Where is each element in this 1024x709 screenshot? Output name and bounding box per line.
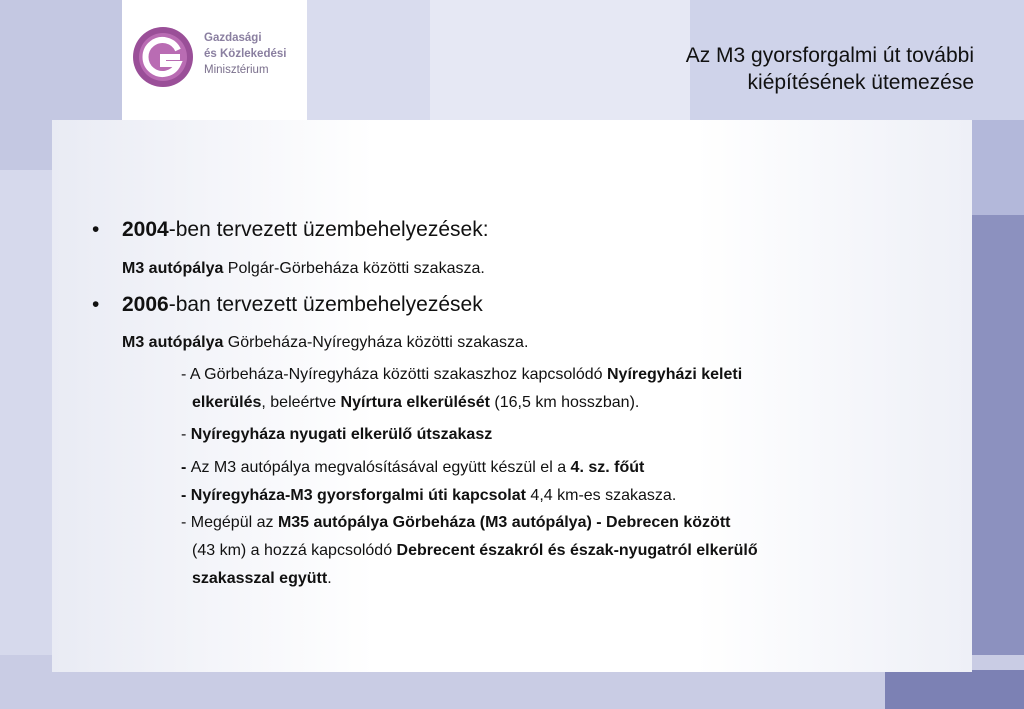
bullet-marker: •: [92, 218, 100, 241]
detail-line-5: [181, 487, 676, 505]
detail-bold: Nyíregyházi keleti: [607, 366, 743, 383]
bullet-2004-text: -ben tervezett üzembehelyezések:: [168, 218, 489, 241]
sub-2006-bold: M3 autópálya: [122, 334, 224, 351]
year-2004: 2004: [122, 218, 169, 241]
bullet-2004: [122, 218, 489, 242]
detail-text: Az M3 autópálya megvalósításával együtt készül el a: [190, 459, 571, 476]
detail-bold: -: [181, 459, 191, 476]
detail-text: (43 km) a hozzá kapcsolódó: [192, 542, 397, 559]
detail-bold: M35 autópálya Görbeháza (M3 autópálya) - Debrecen között: [277, 514, 731, 531]
detail-text: .: [327, 570, 332, 587]
detail-text: - Megépül az: [181, 514, 278, 531]
detail-line-6: [181, 514, 730, 532]
detail-bold: Nyírtura elkerülését: [340, 394, 490, 411]
logo-line-1: Gazdasági: [204, 32, 262, 44]
bullet-2006-text: -ban tervezett üzembehelyezések: [168, 293, 483, 316]
sub-2004: [122, 260, 485, 278]
detail-bold: - Nyíregyháza-M3 gyorsforgalmi úti kapcsolat: [181, 487, 526, 504]
detail-line-4: [181, 459, 644, 477]
logo-line-3: Minisztérium: [204, 64, 269, 76]
detail-line-8: [192, 570, 332, 588]
year-2006: 2006: [122, 293, 169, 316]
sub-2006-text: Görbeháza-Nyíregyháza közötti szakasza.: [223, 334, 529, 351]
detail-bold: Nyíregyháza nyugati elkerülő útszakasz: [190, 426, 493, 443]
detail-bold: elkerülés: [192, 394, 262, 411]
detail-bold: szakasszal együtt: [192, 570, 328, 587]
detail-text: -: [181, 426, 191, 443]
logo-line-2: és Közlekedési: [204, 48, 287, 60]
detail-bold: 4. sz. főút: [570, 459, 645, 476]
detail-line-2: [192, 394, 639, 412]
detail-text: , beleértve: [261, 394, 341, 411]
sub-2006: [122, 334, 528, 352]
bullet-2006: [122, 293, 483, 317]
title-line-2: kiépítésének ütemezése: [747, 71, 974, 94]
sub-2004-text: Polgár-Görbeháza közötti szakasza.: [223, 260, 485, 277]
detail-bold: Debrecent északról és észak-nyugatról elkerülő: [396, 542, 758, 559]
detail-line-3: [181, 426, 492, 444]
detail-line-1: [181, 366, 742, 384]
detail-line-7: [192, 542, 758, 560]
title-line-1: Az M3 gyorsforgalmi út további: [685, 44, 974, 67]
detail-text: - A Görbeháza-Nyíregyháza közötti szakaszhoz kapcsolódó: [181, 366, 607, 383]
detail-text: 4,4 km-es szakasza.: [525, 487, 677, 504]
bullet-marker: •: [92, 293, 100, 316]
sub-2004-bold: M3 autópálya: [122, 260, 224, 277]
detail-text: (16,5 km hosszban).: [489, 394, 640, 411]
